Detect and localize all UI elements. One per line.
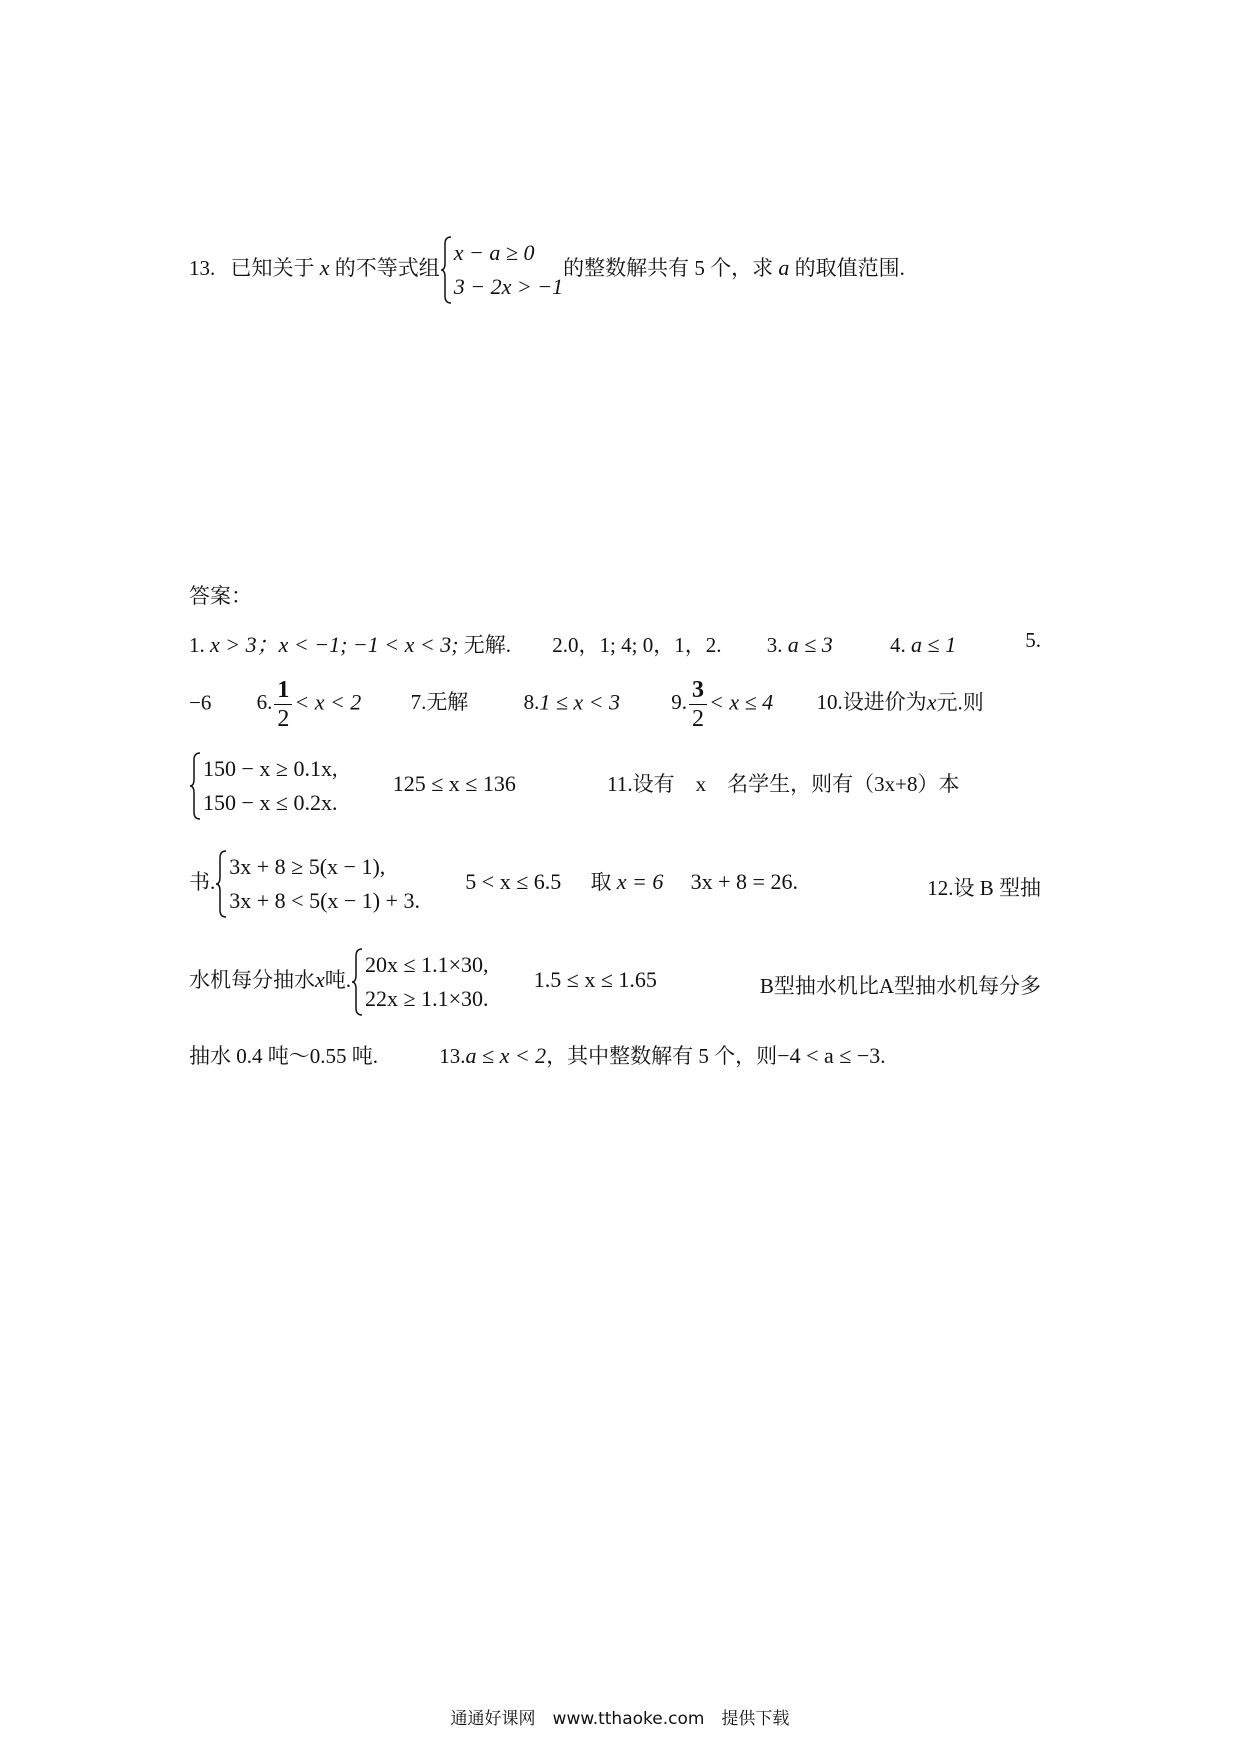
brace-icon [189,752,201,820]
answer-text: 9. [671,690,687,715]
answer-line-2 [189,676,1059,733]
answer-text: 吨. [324,967,352,992]
inequality-row: 3x + 8 < 5(x − 1) + 3. [229,888,421,913]
fraction-numerator: 1 [274,676,292,705]
fraction [689,676,707,733]
fraction-numerator: 3 [689,676,707,705]
inequality-system [440,236,563,304]
answer-line-3 [189,752,1059,820]
variable-x: x [926,689,937,715]
question-number: 13. [189,255,216,280]
inequality-row: x − a ≥ 0 [453,240,535,265]
answer-math: x = 6 [616,868,664,894]
answer-text: 7.无解 [410,690,469,715]
answer-line-4 [189,850,1059,918]
answer-text: B型抽水机比A型抽水机每分多 [759,974,1041,998]
answer-math: a ≤ 1 [911,632,957,657]
brace-icon [440,236,452,304]
inequality-row: 20x ≤ 1.1×30, [365,952,489,977]
answer-text: 3. [766,633,783,657]
answer-line-1 [189,628,1059,659]
brace-icon [351,948,363,1016]
variable-x: x [315,966,325,992]
inequality-row: 150 − x ≥ 0.1x, [203,756,338,781]
answer-text: 无解. [463,633,512,657]
question-text: 的取值范围. [794,255,905,280]
page-footer: 通通好课网 www.tthaoke.com 提供下载 [450,1709,790,1729]
answer-text: 8. [523,690,540,715]
answer-math: 1.5 ≤ x ≤ 1.65 [533,966,657,992]
answer-text: 4. [890,633,906,657]
answer-text: 10.设进价为 [816,690,927,715]
inequality-system [189,752,337,820]
inequality-row: 3x + 8 ≥ 5(x − 1), [229,854,386,879]
variable-a: a [778,254,790,280]
answer-math: < x ≤ 4 [709,689,774,715]
question-text: 的不等式组 [334,255,440,280]
answer-text: 抽水 0.4 吨～0.55 吨. [189,1044,378,1068]
answer-text: . [880,1044,886,1068]
fraction-denominator: 2 [277,706,290,732]
inequality-row: 150 − x ≤ 0.2x. [203,790,338,815]
answer-text: 元.则 [936,690,984,715]
question-text: 的整数解共有 5 个，求 [563,255,774,280]
answer-text: 2.0，1; 4; 0，1，2. [552,633,722,657]
answer-text: ，其中整数解有 5 个，则 [546,1044,778,1068]
answers-heading: 答案： [189,584,252,608]
answer-math: a ≤ x < 2 [465,1043,547,1068]
answer-text: 书. [189,869,216,894]
variable-x: x [319,254,330,280]
answer-math: < x < 2 [294,689,362,715]
brace-icon [215,850,227,918]
question-13 [189,236,905,304]
answer-math: x > 3；x < −1; −1 < x < 3; [210,632,459,657]
answer-text: 水机每分抽水 [189,967,315,992]
answer-math: 5 < x ≤ 6.5 [465,868,562,894]
inequality-row: 22x ≥ 1.1×30. [365,986,489,1011]
answer-text: 1. [189,633,205,657]
answer-line-6 [189,1040,1059,1070]
answer-math: 1 ≤ x < 3 [539,689,620,715]
question-text: 已知关于 [230,255,315,280]
answer-text: 5. [1025,628,1041,652]
answer-text: 6. [256,690,273,715]
answer-math: −4 < a ≤ −3 [777,1043,881,1068]
fraction [274,676,292,733]
answer-math: a ≤ 3 [787,632,833,657]
answer-text: 11.设有 x 名学生，则有（3x+8）本 [607,771,960,796]
fraction-denominator: 2 [692,706,704,732]
answer-math: 3x + 8 = 26. [690,868,798,894]
answer-math: 125 ≤ x ≤ 136 [392,770,516,796]
answer-text: 取 [590,869,612,894]
answer-text: 12.设 B 型抽 [927,876,1041,900]
inequality-row: 3 − 2x > −1 [453,274,564,299]
answer-text: −6 [189,690,212,715]
inequality-system [215,850,420,918]
answer-line-5 [189,948,1059,1016]
inequality-system [351,948,488,1016]
answer-text: 13. [439,1044,466,1068]
